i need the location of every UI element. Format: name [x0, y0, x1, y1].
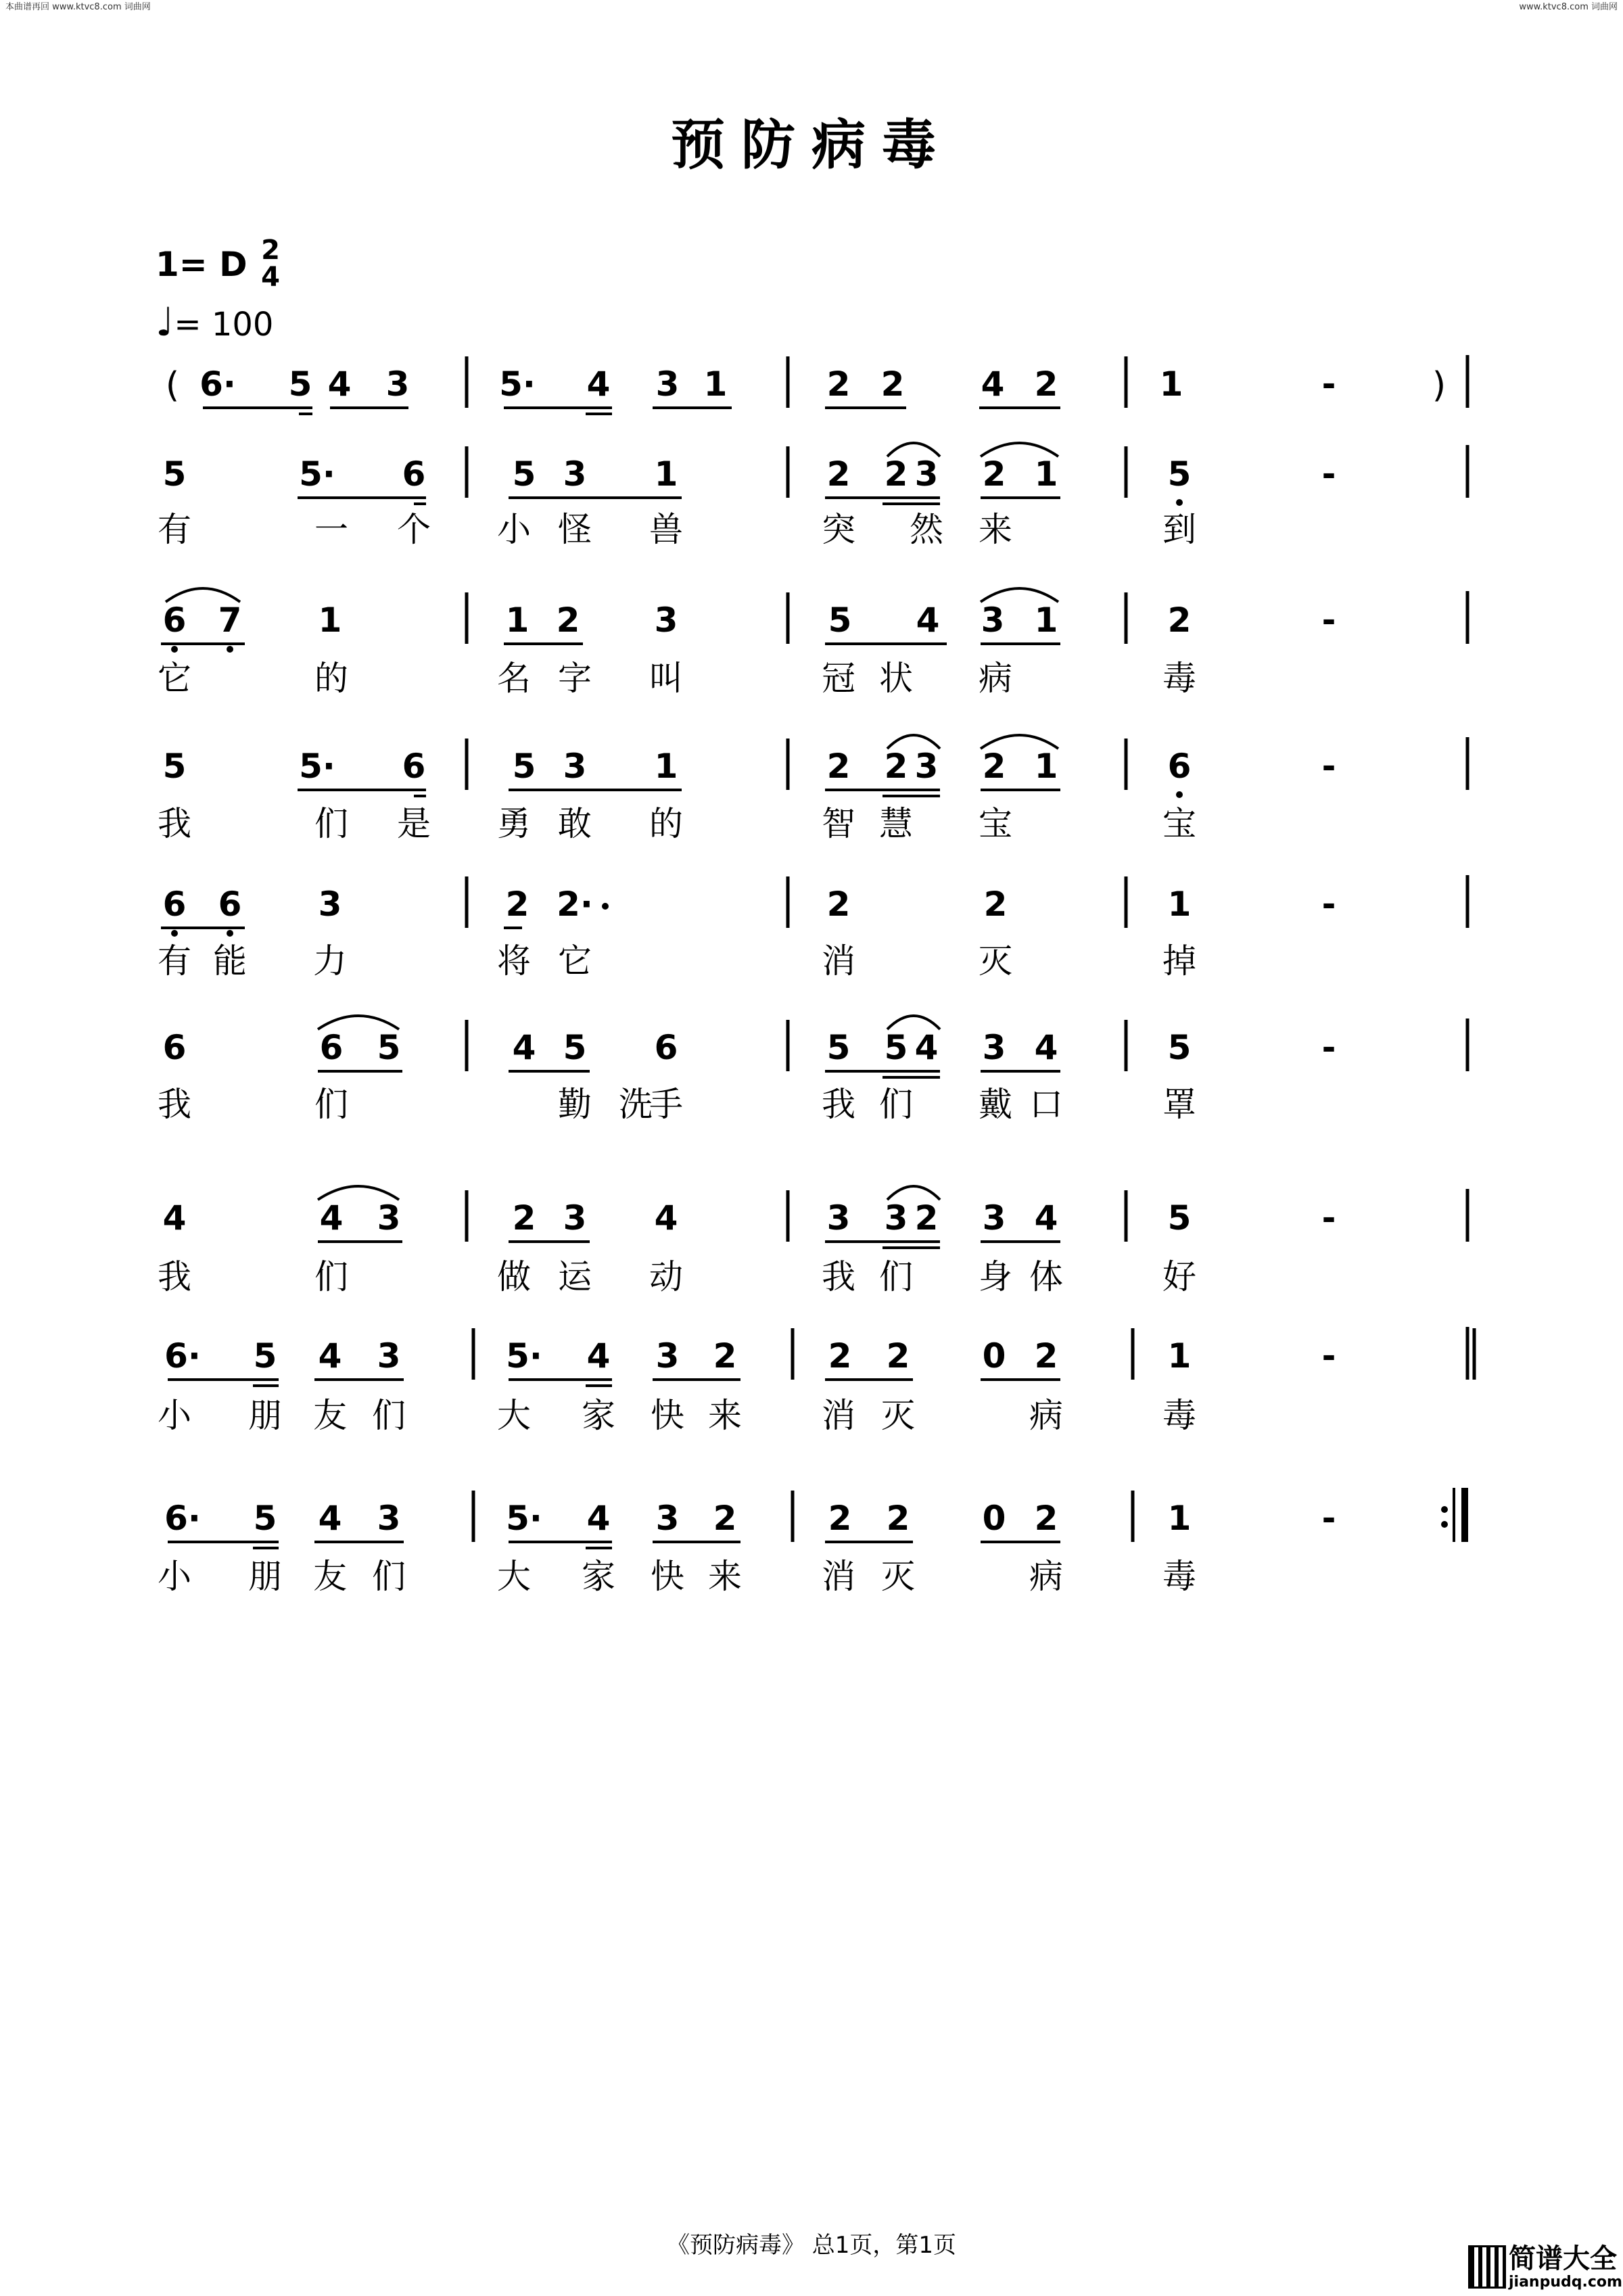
note: 3 — [826, 1198, 851, 1238]
note: 2 — [512, 1198, 536, 1238]
open-paren: ( — [165, 365, 180, 406]
lyric: 宝 — [1162, 804, 1196, 843]
note: 2 — [880, 365, 905, 404]
lyric: 怪 — [558, 510, 592, 549]
low-octave-dot — [227, 930, 233, 937]
lyric: 我 — [158, 1085, 191, 1124]
note: 5· — [499, 365, 536, 404]
lyric: 我 — [158, 804, 191, 843]
header-source-left: 本曲谱再回 www.ktvc8.com 词曲网 — [5, 2, 151, 12]
note: 4 — [327, 365, 352, 404]
lyric: 消 — [822, 1396, 855, 1435]
note: 3 — [982, 1198, 1006, 1238]
note: 7 — [218, 601, 242, 640]
lyric: 将 — [497, 941, 531, 981]
note: 6 — [162, 1028, 187, 1067]
lyric: 做 — [497, 1257, 531, 1296]
lyric: 朋 — [248, 1557, 282, 1596]
note: 4 — [318, 1499, 342, 1538]
note: 4 — [914, 1028, 939, 1067]
lyric: 冠 — [822, 659, 855, 698]
note: 4 — [654, 1198, 678, 1238]
note: 4 — [162, 1198, 187, 1238]
augmentation-dot — [602, 903, 609, 910]
lyric: 朋 — [248, 1396, 282, 1435]
slur — [981, 588, 1058, 602]
note: 3 — [563, 1198, 587, 1238]
lyric: 的 — [314, 659, 348, 698]
note: 5· — [299, 454, 335, 494]
low-octave-dot — [1176, 791, 1183, 798]
note: 1 — [505, 601, 530, 640]
lyric: 能 — [213, 941, 247, 981]
lyric: 消 — [822, 941, 855, 981]
tempo-value: = 100 — [174, 306, 274, 344]
note: 2 — [886, 1336, 910, 1376]
note: 6· — [164, 1336, 201, 1376]
note: 2 — [886, 1499, 910, 1538]
note: 2 — [826, 365, 851, 404]
lyric: 突 — [822, 510, 855, 549]
note: 2 — [1034, 365, 1058, 404]
note: 1 — [654, 454, 678, 494]
lyric: 大 — [497, 1396, 531, 1435]
note: 4 — [586, 1336, 611, 1376]
note: 3 — [981, 601, 1005, 640]
header-source-right: www.ktvc8.com 词曲网 — [1519, 2, 1618, 12]
lyric: 们 — [879, 1085, 913, 1124]
lyric: 宝 — [979, 804, 1012, 843]
lyric: 掉 — [1162, 941, 1196, 981]
key-signature: 1= D — [156, 245, 248, 284]
slur — [887, 1016, 940, 1029]
note: 2 — [828, 1499, 852, 1538]
lyric: 字 — [558, 659, 592, 698]
lyric: 运 — [558, 1257, 592, 1296]
lyric: 友 — [313, 1557, 347, 1596]
note: 1 — [1167, 1336, 1192, 1376]
note: 1 — [318, 601, 342, 640]
lyric: 个 — [397, 510, 431, 549]
site-logo — [1464, 2243, 1623, 2296]
note: 6 — [402, 747, 426, 786]
lyric: 小 — [158, 1557, 191, 1596]
note: 1 — [1034, 747, 1058, 786]
note: 3 — [318, 885, 342, 924]
note: 2 — [713, 1336, 737, 1376]
note: 3 — [655, 1499, 680, 1538]
lyric: 它 — [158, 659, 191, 698]
note: 2· — [557, 885, 593, 924]
note: 3 — [377, 1499, 401, 1538]
note: 2 — [884, 747, 908, 786]
note: 2 — [713, 1499, 737, 1538]
note: 2 — [505, 885, 530, 924]
time-signature-bottom: 4 — [261, 262, 280, 293]
lyric: 小 — [158, 1396, 191, 1435]
lyric: 洗 — [619, 1085, 653, 1124]
lyric: 毒 — [1162, 1396, 1196, 1435]
note: 3 — [884, 1198, 908, 1238]
note: 3 — [982, 1028, 1006, 1067]
note: 5 — [1167, 454, 1192, 494]
note: 4 — [1034, 1028, 1058, 1067]
lyric: 们 — [314, 1085, 348, 1124]
lyric: 们 — [372, 1557, 406, 1596]
lyric: 病 — [1029, 1557, 1063, 1596]
note: 3 — [914, 747, 939, 786]
lyric: 名 — [497, 659, 531, 698]
note: 5· — [506, 1499, 542, 1538]
lyric: 状 — [879, 659, 913, 698]
lyric: 好 — [1162, 1257, 1196, 1296]
page-footer: 《预防病毒》 总1页，第1页 — [666, 2232, 957, 2259]
note: 3 — [655, 365, 680, 404]
note: 2 — [826, 885, 851, 924]
note: 6 — [218, 885, 242, 924]
note: 6 — [162, 885, 187, 924]
note: 1 — [1167, 885, 1192, 924]
note: 4 — [586, 1499, 611, 1538]
note: 4 — [512, 1028, 536, 1067]
note: 5 — [253, 1499, 277, 1538]
note: 5· — [506, 1336, 542, 1376]
lyric: 的 — [649, 804, 683, 843]
lyric: 们 — [314, 1257, 348, 1296]
note: 1 — [654, 747, 678, 786]
note: 5 — [162, 747, 187, 786]
note: 3 — [654, 601, 678, 640]
note: 2 — [1034, 1336, 1058, 1376]
note: - — [1321, 1499, 1336, 1538]
slur — [887, 1186, 940, 1200]
slur — [318, 1016, 399, 1029]
lyric: 我 — [822, 1257, 855, 1296]
lyric: 毒 — [1162, 1557, 1196, 1596]
lyric: 病 — [979, 659, 1012, 698]
lyric: 们 — [314, 804, 348, 843]
lyric: 快 — [651, 1396, 684, 1435]
note: 0 — [982, 1336, 1006, 1376]
note: 5 — [162, 454, 187, 494]
lyric: 有 — [158, 941, 191, 981]
note: 1 — [1159, 365, 1183, 404]
note: 2 — [1167, 601, 1192, 640]
lyric: 力 — [313, 941, 347, 981]
lyric: 灭 — [881, 1396, 915, 1435]
note: 6· — [199, 365, 236, 404]
lyric: 们 — [372, 1396, 406, 1435]
note: - — [1321, 885, 1336, 924]
note: 2 — [828, 1336, 852, 1376]
lyric: 一 — [314, 510, 348, 549]
note: 3 — [914, 454, 939, 494]
lyric: 智 — [822, 804, 855, 843]
piano-keys-icon — [1468, 2245, 1506, 2289]
lyric: 动 — [649, 1257, 683, 1296]
note: 5 — [884, 1028, 908, 1067]
lyric: 它 — [558, 941, 592, 981]
note: - — [1321, 365, 1336, 404]
lyric: 是 — [397, 804, 431, 843]
note: 3 — [385, 365, 410, 404]
lyric: 大 — [497, 1557, 531, 1596]
lyric: 慧 — [879, 804, 913, 843]
lyric: 快 — [651, 1557, 684, 1596]
note: 1 — [1034, 601, 1058, 640]
note: 1 — [1167, 1499, 1192, 1538]
note: 6· — [164, 1499, 201, 1538]
lyric: 家 — [582, 1396, 615, 1435]
repeat-dot — [1441, 1506, 1448, 1513]
lyric: 灭 — [979, 941, 1012, 981]
slur — [318, 1186, 399, 1200]
note: - — [1321, 1198, 1336, 1238]
note: 2 — [1034, 1499, 1058, 1538]
low-octave-dot — [171, 930, 178, 937]
lyric: 灭 — [881, 1557, 915, 1596]
quarter-note-icon: ♩ — [156, 299, 174, 345]
slur — [166, 588, 240, 602]
note: 5 — [828, 601, 852, 640]
note: 6 — [402, 454, 426, 494]
note: 5 — [512, 747, 536, 786]
note: 6 — [162, 601, 187, 640]
lyric: 家 — [582, 1557, 615, 1596]
lyric: 友 — [313, 1396, 347, 1435]
lyric: 来 — [979, 510, 1012, 549]
note: 2 — [983, 885, 1008, 924]
note: 4 — [916, 601, 940, 640]
lyric: 手 — [649, 1085, 683, 1124]
lyric: 有 — [158, 510, 191, 549]
note: 4 — [586, 365, 611, 404]
note: 5 — [377, 1028, 401, 1067]
lyric: 然 — [910, 510, 943, 549]
lyric: 们 — [879, 1257, 913, 1296]
note: 2 — [884, 454, 908, 494]
note: 3 — [377, 1198, 401, 1238]
note: 5 — [1167, 1198, 1192, 1238]
lyric: 兽 — [649, 510, 683, 549]
note: 3 — [563, 747, 587, 786]
note: 6 — [319, 1028, 344, 1067]
note: 2 — [556, 601, 580, 640]
note: 6 — [1167, 747, 1192, 786]
lyric: 来 — [708, 1557, 742, 1596]
logo-url: jianpudq.com — [1509, 2274, 1622, 2291]
lyric: 毒 — [1162, 659, 1196, 698]
note: 3 — [377, 1336, 401, 1376]
note: 2 — [982, 747, 1006, 786]
lyric: 到 — [1162, 510, 1196, 549]
lyric: 戴 — [979, 1085, 1012, 1124]
lyric: 小 — [497, 510, 531, 549]
low-octave-dot — [171, 646, 178, 653]
note: 1 — [1034, 454, 1058, 494]
lyric: 勤 — [558, 1085, 592, 1124]
note: 1 — [703, 365, 728, 404]
note: 2 — [826, 454, 851, 494]
logo-text: 简谱大全 — [1509, 2243, 1617, 2274]
lyric: 罩 — [1162, 1085, 1196, 1124]
lyric: 勇 — [497, 804, 531, 843]
note: - — [1321, 1336, 1336, 1376]
note: 5· — [299, 747, 335, 786]
lyric: 我 — [822, 1085, 855, 1124]
lyric: 我 — [158, 1257, 191, 1296]
lyric: 病 — [1029, 1396, 1063, 1435]
note: 5 — [512, 454, 536, 494]
note: 5 — [253, 1336, 277, 1376]
note: 5 — [563, 1028, 587, 1067]
song-title: 预防病毒 — [671, 113, 952, 177]
lyric: 敢 — [558, 804, 592, 843]
note: - — [1321, 601, 1336, 640]
note: - — [1321, 454, 1336, 494]
lyric: 叫 — [649, 659, 683, 698]
repeat-dot — [1441, 1521, 1448, 1528]
note: 2 — [914, 1198, 939, 1238]
note: 5 — [1167, 1028, 1192, 1067]
note: 4 — [319, 1198, 344, 1238]
note: 4 — [981, 365, 1005, 404]
lyric: 身 — [979, 1257, 1012, 1296]
note: 3 — [655, 1336, 680, 1376]
note: 5 — [826, 1028, 851, 1067]
note: 0 — [982, 1499, 1006, 1538]
note: 4 — [1034, 1198, 1058, 1238]
lyric: 消 — [822, 1557, 855, 1596]
note: 5 — [288, 365, 312, 404]
lyric: 体 — [1029, 1257, 1063, 1296]
note: - — [1321, 1028, 1336, 1067]
note: 3 — [563, 454, 587, 494]
lyric: 口 — [1029, 1085, 1063, 1124]
note: 2 — [982, 454, 1006, 494]
low-octave-dot — [1176, 499, 1183, 506]
note: 4 — [318, 1336, 342, 1376]
note: 2 — [826, 747, 851, 786]
lyric: 来 — [708, 1396, 742, 1435]
note: - — [1321, 747, 1336, 786]
time-signature-top: 2 — [261, 235, 280, 266]
low-octave-dot — [227, 646, 233, 653]
close-paren: ) — [1432, 365, 1446, 406]
note: 6 — [654, 1028, 678, 1067]
